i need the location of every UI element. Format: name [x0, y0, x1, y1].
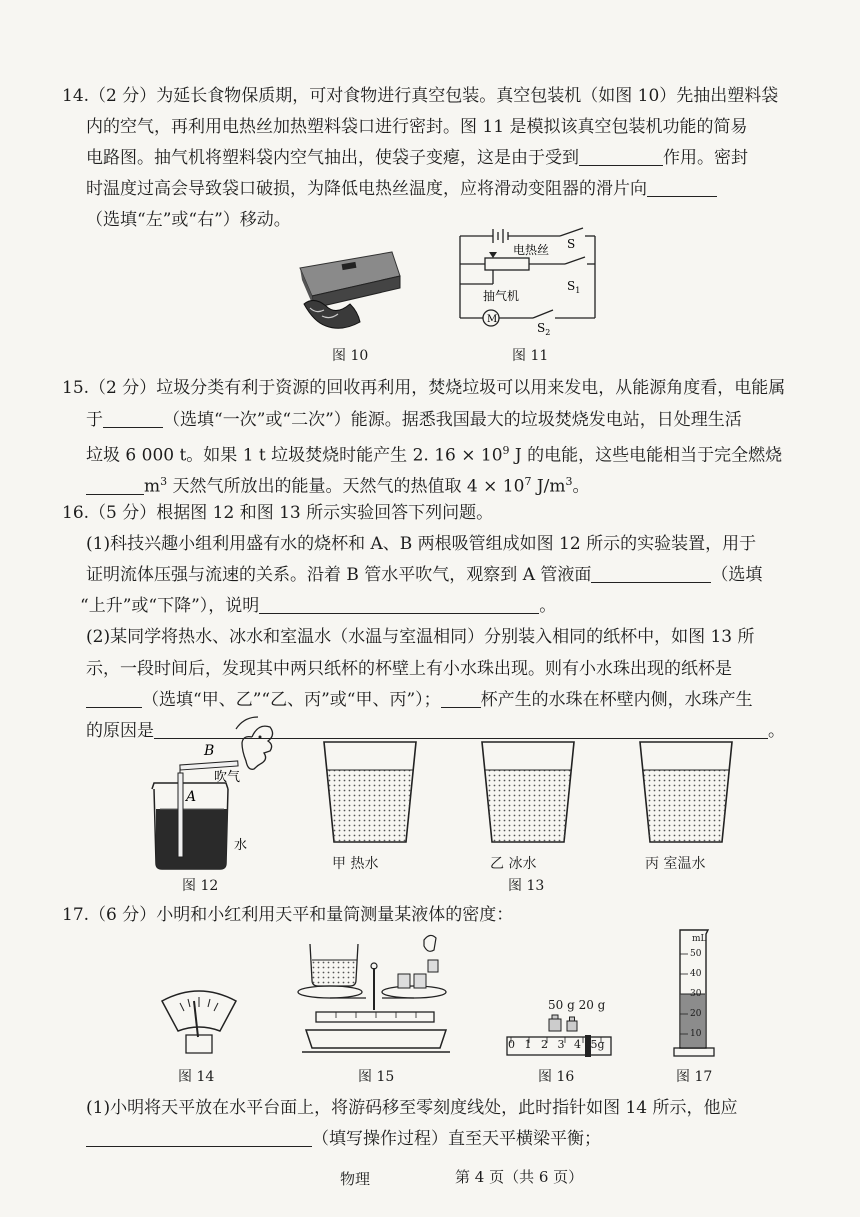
- q16-line6: 示，一段时间后，发现其中两只纸杯的杯壁上有小水珠出现。则有小水珠出现的纸杯是: [86, 659, 732, 679]
- weights-label: 50 g 20 g: [548, 998, 606, 1012]
- cylinder-tick-10: 10: [690, 1029, 702, 1039]
- answer-blank[interactable]: [86, 478, 144, 495]
- answer-blank[interactable]: [441, 691, 481, 708]
- balance-figure: [296, 930, 456, 1058]
- q14-line3: 电路图。抽气机将塑料袋内空气抽出，使袋子变瘪，这是由于受到 作用。密封: [86, 148, 748, 168]
- fig11-caption: 图 11: [512, 348, 549, 364]
- q15-line1: 15.（2 分）垃圾分类有利于资源的回收再利用，焚烧垃圾可以用来发电，从能源角度看，电能属: [62, 378, 786, 398]
- q14-line5: （选填“左”或“右”）移动。: [86, 210, 291, 230]
- pump-label: 抽气机: [483, 289, 520, 303]
- answer-blank[interactable]: [579, 149, 663, 166]
- q16-line8: 的原因是 。: [86, 721, 785, 741]
- switch-s2-label: $S_2$: [537, 321, 551, 336]
- water-label: 水: [234, 838, 248, 853]
- q16-line3: 证明流体压强与流速的关系。沿着 B 管水平吹气，观察到 A 管液面 （选填: [86, 565, 763, 585]
- switch-s-label: S: [567, 237, 576, 251]
- q16-line5: (2)某同学将热水、冰水和室温水（水温与室温相同）分别装入相同的纸杯中，如图 13 所: [86, 627, 755, 647]
- beaker-straw-figure: [140, 715, 290, 875]
- straw-b-label: B: [204, 743, 215, 759]
- cup-ice: [482, 742, 574, 842]
- heater-label: 电热丝: [513, 243, 550, 257]
- cup-label-hot: 甲 热水: [332, 856, 379, 872]
- answer-blank[interactable]: [647, 180, 717, 197]
- three-cups-figure: [312, 738, 747, 848]
- motor-symbol: M: [487, 314, 498, 325]
- cylinder-tick-50: 50: [690, 949, 702, 959]
- q14-line2: 内的空气，再利用电热丝加热塑料袋口进行密封。图 11 是模拟该真空包装机功能的简易: [86, 117, 748, 137]
- q16-line2: (1)科技兴趣小组利用盛有水的烧杯和 A、B 两根吸管组成如图 12 所示的实验装置，用于: [86, 534, 757, 554]
- cylinder-tick-40: 40: [690, 969, 702, 979]
- cylinder-tick-20: 20: [690, 1009, 702, 1019]
- answer-blank[interactable]: [103, 411, 163, 428]
- q17-line3: （填写操作过程）直至天平横梁平衡；: [86, 1129, 601, 1149]
- vacuum-packer-figure: [292, 246, 404, 336]
- fig16-caption: 图 16: [538, 1069, 575, 1085]
- switch-s1-label: $S_1$: [567, 279, 581, 295]
- footer-subject: 物理: [340, 1170, 371, 1188]
- cup-hot: [324, 742, 416, 842]
- q16-line1: 16.（5 分）根据图 12 和图 13 所示实验回答下列问题。: [62, 503, 494, 523]
- cup-label-room: 丙 室温水: [645, 856, 706, 872]
- fig12-caption: 图 12: [182, 878, 219, 894]
- fig10-caption: 图 10: [332, 348, 369, 364]
- answer-blank[interactable]: [86, 691, 142, 708]
- balance-pointer-figure: [158, 985, 240, 1057]
- cup-label-ice: 乙 冰水: [490, 856, 537, 872]
- q14-line4: 时温度过高会导致袋口破损，为降低电热丝温度，应将滑动变阻器的滑片向: [86, 179, 717, 199]
- circuit-diagram: [455, 224, 605, 336]
- blow-label: 吹气: [214, 770, 241, 785]
- q15-line3: 垃圾 6 000 t。如果 1 t 垃圾焚烧时能产生 2. $16 \times 10^9$ J 的电能，这些电能相当于完全燃烧: [86, 444, 783, 466]
- q16-line4: “上升”或“下降”），说明 。: [80, 596, 557, 616]
- cup-room: [640, 742, 732, 842]
- answer-blank[interactable]: [591, 566, 711, 583]
- q17-line2: (1)小明将天平放在水平台面上，将游码移至零刻度线处，此时指针如图 14 所示，他应: [86, 1098, 738, 1118]
- answer-blank[interactable]: [86, 1130, 312, 1147]
- q17-line1: 17.（6 分）小明和小红利用天平和量筒测量某液体的密度：: [62, 905, 514, 925]
- cylinder-unit: mL: [692, 934, 707, 944]
- footer-page-number: 第 4 页（共 6 页）: [455, 1168, 584, 1186]
- straw-a-label: A: [186, 789, 197, 805]
- q15-line2: 于 （选填“一次”或“二次”）能源。据悉我国最大的垃圾焚烧发电站，日处理生活: [86, 410, 742, 430]
- answer-blank[interactable]: [259, 597, 539, 614]
- q15-line4: $m^3$ 天然气所放出的能量。天然气的热值取 $4 \times 10^7$ $J/m^3$。: [86, 472, 590, 497]
- fig14-caption: 图 14: [178, 1069, 215, 1085]
- fig13-caption: 图 13: [508, 878, 545, 894]
- q16-line7: （选填“甲、乙”“乙、丙”或“甲、丙”）； 杯产生的水珠在杯壁内侧，水珠产生: [86, 690, 753, 710]
- q14-line1: 14.（2 分）为延长食物保质期，可对食物进行真空包装。真空包装机（如图 10）先抽出塑料袋: [62, 86, 779, 106]
- fig15-caption: 图 15: [358, 1069, 395, 1085]
- ruler-tick-labels: 0 1 2 3 4 5g: [508, 1038, 605, 1051]
- fig17-caption: 图 17: [676, 1069, 713, 1085]
- cylinder-tick-30: 30: [690, 989, 702, 999]
